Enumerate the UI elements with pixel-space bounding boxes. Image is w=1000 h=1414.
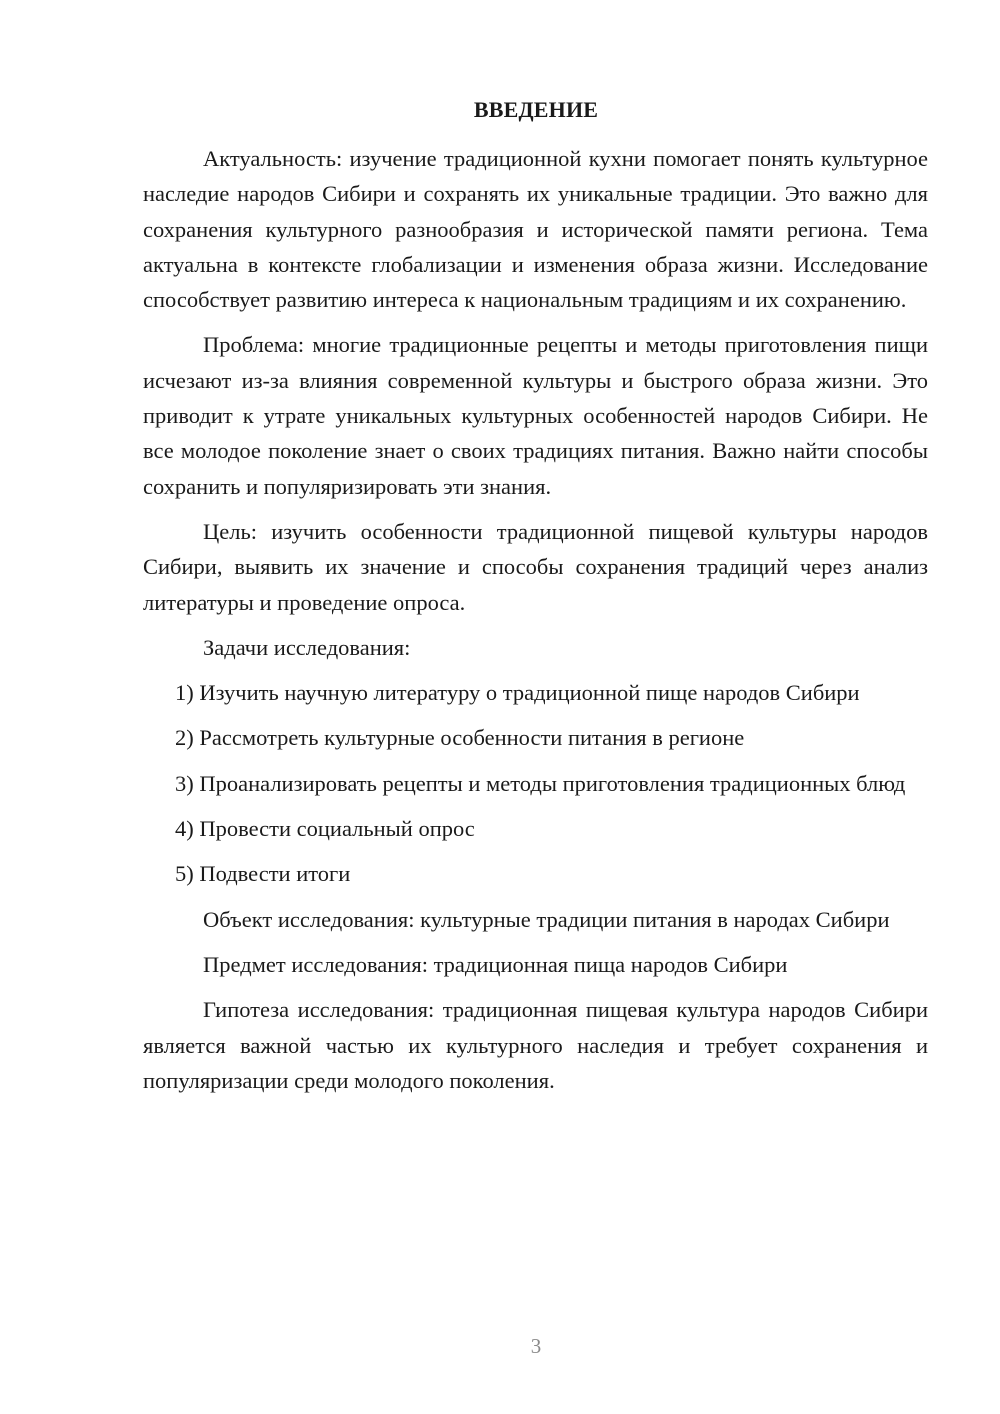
task-item-5: 5) Подвести итоги <box>175 861 351 887</box>
relevance-paragraph: Актуальность: изучение традиционной кухни помогает понять культурное наследие народов Сибири и сохранять их уникальные традиции. Это важно для сохранения культурного разнообразия и исторической памяти региона. Тема актуальна в контексте глобализации и изменения образа жизни. Исследование способствует развитию интереса к национальным традициям и их сохранению. <box>143 146 928 313</box>
subject-paragraph: Предмет исследования: традиционная пища народов Сибири <box>203 951 788 977</box>
problem-paragraph: Проблема: многие традиционные рецепты и методы приготовления пищи исчезают из-за влияния современной культуры и быстрого образа жизни. Это приводит к утрате уникальных культурных особенностей народов Сибири. Не все молодое поколение знает о своих традициях питания. Важно найти способы сохранить и популяризировать эти знания. <box>143 332 928 499</box>
task-item-4: 4) Провести социальный опрос <box>175 816 475 842</box>
task-item-2: 2) Рассмотреть культурные особенности питания в регионе <box>175 725 745 751</box>
task-item-1: 1) Изучить научную литературу о традиционной пище народов Сибири <box>175 680 860 706</box>
page-title: ВВЕДЕНИЕ <box>473 97 599 122</box>
goal-paragraph: Цель: изучить особенности традиционной пищевой культуры народов Сибири, выявить их значение и способы сохранения традиций через анализ литературы и проведение опроса. <box>143 518 928 615</box>
object-paragraph: Объект исследования: культурные традиции питания в народах Сибири <box>203 906 890 932</box>
tasks-heading: Задачи исследования: <box>203 634 411 660</box>
hypothesis-paragraph: Гипотеза исследования: традиционная пищевая культура народов Сибири является важной частью их культурного наследия и требует сохранения и популяризации среди молодого поколения. <box>143 997 928 1093</box>
document-body <box>143 141 928 1108</box>
task-item-3: 3) Проанализировать рецепты и методы приготовления традиционных блюд <box>175 770 906 796</box>
page-number: 3 <box>530 1334 542 1358</box>
